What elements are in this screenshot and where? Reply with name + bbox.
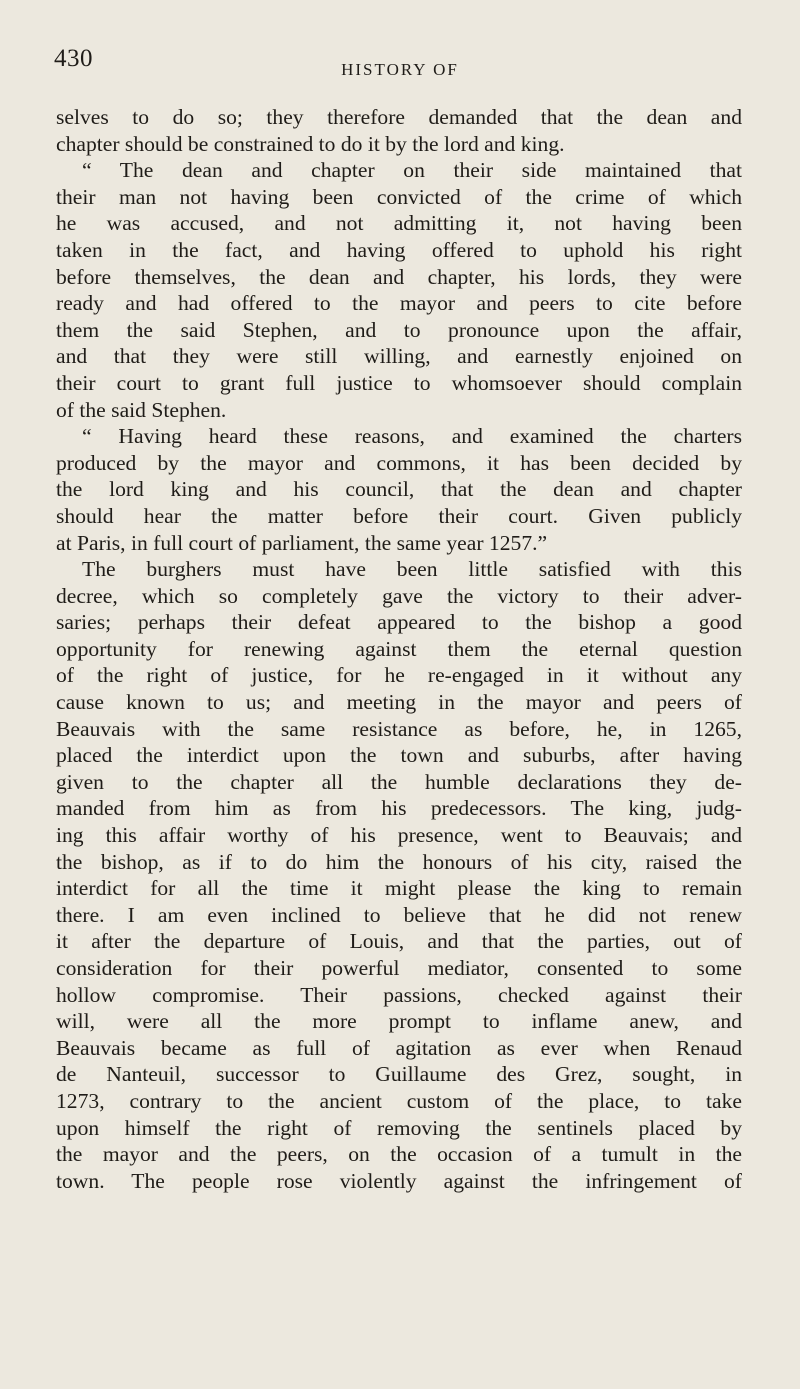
text-line: Beauvais with the same resistance as before, he, in 1265, xyxy=(56,716,742,741)
body-text xyxy=(56,104,742,1194)
text-line: it after the departure of Louis, and that the parties, out of xyxy=(56,929,742,954)
text-line: given to the chapter all the humble declarations they de- xyxy=(56,769,742,794)
text-line: should hear the matter before their court. Given publicly xyxy=(56,503,742,528)
text-line: de Nanteuil, successor to Guillaume des Grez, sought, in xyxy=(56,1062,742,1087)
text-line: the bishop, as if to do him the honours of his city, raised the xyxy=(56,849,742,874)
text-line: hollow compromise. Their passions, checked against their xyxy=(56,982,742,1007)
text-line: consideration for their powerful mediator, consented to some xyxy=(56,956,742,980)
text-line: manded from him as from his predecessors. The king, judg- xyxy=(56,796,742,821)
text-line: saries; perhaps their defeat appeared to the bishop a good xyxy=(56,610,742,635)
text-line: The burghers must have been little satisfied with this xyxy=(82,557,742,582)
text-line: of the said Stephen. xyxy=(56,397,227,422)
page-number: 430 xyxy=(54,45,93,72)
running-head: HISTORY OF xyxy=(341,60,459,79)
text-line: “ Having heard these reasons, and examined the charters xyxy=(82,424,742,449)
text-line: before themselves, the dean and chapter, his lords, they were xyxy=(56,264,742,289)
text-line: them the said Stephen, and to pronounce upon the affair, xyxy=(56,317,742,342)
text-line: 1273, contrary to the ancient custom of the place, to take xyxy=(56,1088,742,1113)
text-line: ing this affair worthy of his presence, went to Beauvais; and xyxy=(56,823,742,848)
text-line: will, were all the more prompt to inflame anew, and xyxy=(56,1009,742,1034)
text-line: placed the interdict upon the town and suburbs, after having xyxy=(56,743,742,768)
text-line: decree, which so completely gave the victory to their adver- xyxy=(56,583,742,608)
text-line: ready and had offered to the mayor and peers to cite before xyxy=(56,291,742,316)
text-line: chapter should be constrained to do it by the lord and king. xyxy=(56,131,565,156)
text-line: and that they were still willing, and earnestly enjoined on xyxy=(56,344,742,369)
text-line: produced by the mayor and commons, it has been decided by xyxy=(56,450,742,475)
text-line: interdict for all the time it might please the king to remain xyxy=(56,876,742,901)
text-line: their man not having been convicted of the crime of which xyxy=(56,184,742,209)
text-line: taken in the fact, and having offered to uphold his right xyxy=(56,237,742,262)
text-line: “ The dean and chapter on their side maintained that xyxy=(82,158,742,183)
text-line: their court to grant full justice to whomsoever should complain xyxy=(56,370,742,395)
text-line: there. I am even inclined to believe that he did not renew xyxy=(56,902,742,927)
text-line: of the right of justice, for he re-engaged in it without any xyxy=(56,663,742,688)
text-line: cause known to us; and meeting in the mayor and peers of xyxy=(56,690,742,715)
text-line: at Paris, in full court of parliament, the same year 1257.” xyxy=(56,530,548,555)
text-line: opportunity for renewing against them the eternal question xyxy=(56,636,742,661)
text-line: Beauvais became as full of agitation as ever when Renaud xyxy=(56,1035,742,1060)
text-line: he was accused, and not admitting it, not having been xyxy=(56,211,742,236)
text-line: selves to do so; they therefore demanded that the dean and xyxy=(56,105,742,129)
text-line: the lord king and his council, that the dean and chapter xyxy=(56,477,742,502)
text-line: town. The people rose violently against the infringement of xyxy=(56,1168,742,1193)
text-line: upon himself the right of removing the sentinels placed by xyxy=(56,1115,742,1140)
text-line: the mayor and the peers, on the occasion of a tumult in the xyxy=(56,1142,742,1167)
